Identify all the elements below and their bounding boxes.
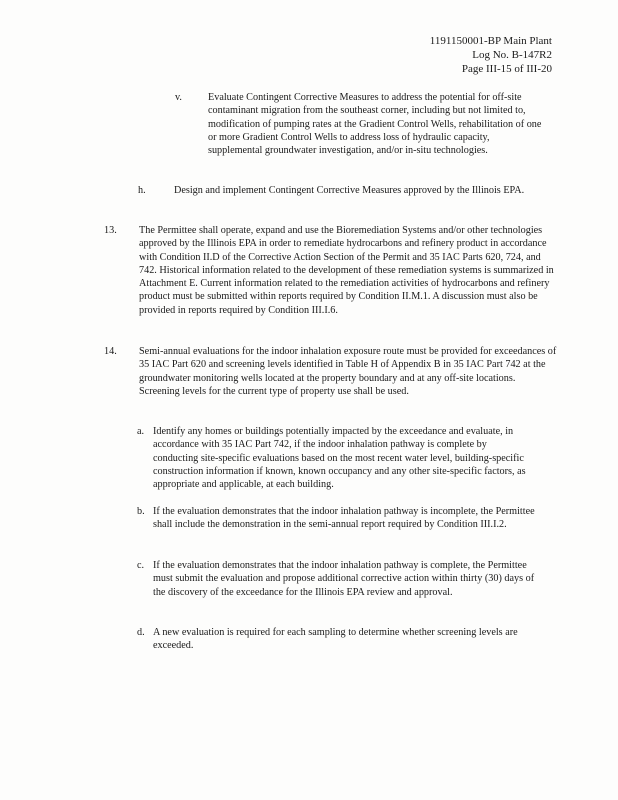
- page-number: Page III-15 of III-20: [461, 63, 552, 75]
- item-14a-marker: a.: [137, 426, 145, 437]
- item-14a-text: Identify any homes or buildings potentially impacted by the exceedance and evaluate, in accordance with 35 IAC Part 742, if the indoor inhalation pathway is complete by conducting site-specific evaluations based on the most recent water level, building-specific construction information if known, known occupancy and any other site-specific factors, as appropriate and applicable, at each building.: [153, 426, 526, 491]
- item-13-text: The Permittee shall operate, expand and use the Bioremediation Systems and/or other technologies approved by the Illinois EPA in order to remediate hydrocarbons and refinery product in accordance with Condition II.D of the Corrective Action Section of the Permit and 35 IAC Parts 620, 724, and 742. Historical information related to the development of these remediation systems is summarized in Attachment E. Current information related to the remediation activities of hydrocarbons and refinery product must be submitted within reports required by Condition II.M.1. A discussion must also be provided in reports required by Condition III.I.6.: [139, 225, 554, 316]
- item-14-text: Semi-annual evaluations for the indoor inhalation exposure route must be provided for exceedances of 35 IAC Part 620 and screening levels identified in Table H of Appendix B in 35 IAC Part 742 at the groundwater monitoring wells located at the property boundary and at any off-site locations. Screening levels for the current type of property use shall be used.: [139, 346, 557, 397]
- facility-id: 1191150001-BP Main Plant: [429, 35, 552, 47]
- item-14b-marker: b.: [137, 506, 145, 517]
- item-14-marker: 14.: [104, 346, 117, 357]
- item-13-marker: 13.: [104, 225, 117, 236]
- item-14b-text: If the evaluation demonstrates that the indoor inhalation pathway is incomplete, the Permittee shall include the demonstration in the semi-annual report required by Condition III.I.2.: [153, 506, 535, 531]
- item-14c-marker: c.: [137, 560, 145, 571]
- item-14c-text: If the evaluation demonstrates that the indoor inhalation pathway is complete, the Permittee must submit the evaluation and propose additional corrective action within thirty (30) days of the discovery of the exceedance for the Illinois EPA review and approval.: [153, 560, 535, 598]
- item-14d-marker: d.: [137, 627, 145, 638]
- item-v-text: Evaluate Contingent Corrective Measures to address the potential for off-site contaminant migration from the southeast corner, including but not limited to, modification of pumping rates at the Gradient Control Wells, rehabilitation of one or more Gradient Control Wells to address loss of hydraulic capacity, supplemental groundwater investigation, and/or in-situ technologies.: [208, 92, 542, 157]
- page-header: [430, 34, 552, 76]
- item-14d-text: A new evaluation is required for each sampling to determine whether screening levels are exceeded.: [153, 627, 518, 652]
- item-h-text: Design and implement Contingent Corrective Measures approved by the Illinois EPA.: [174, 185, 525, 196]
- log-number: Log No. B-147R2: [472, 49, 552, 61]
- item-v-marker: v.: [175, 92, 182, 103]
- item-h-marker: h.: [138, 185, 146, 196]
